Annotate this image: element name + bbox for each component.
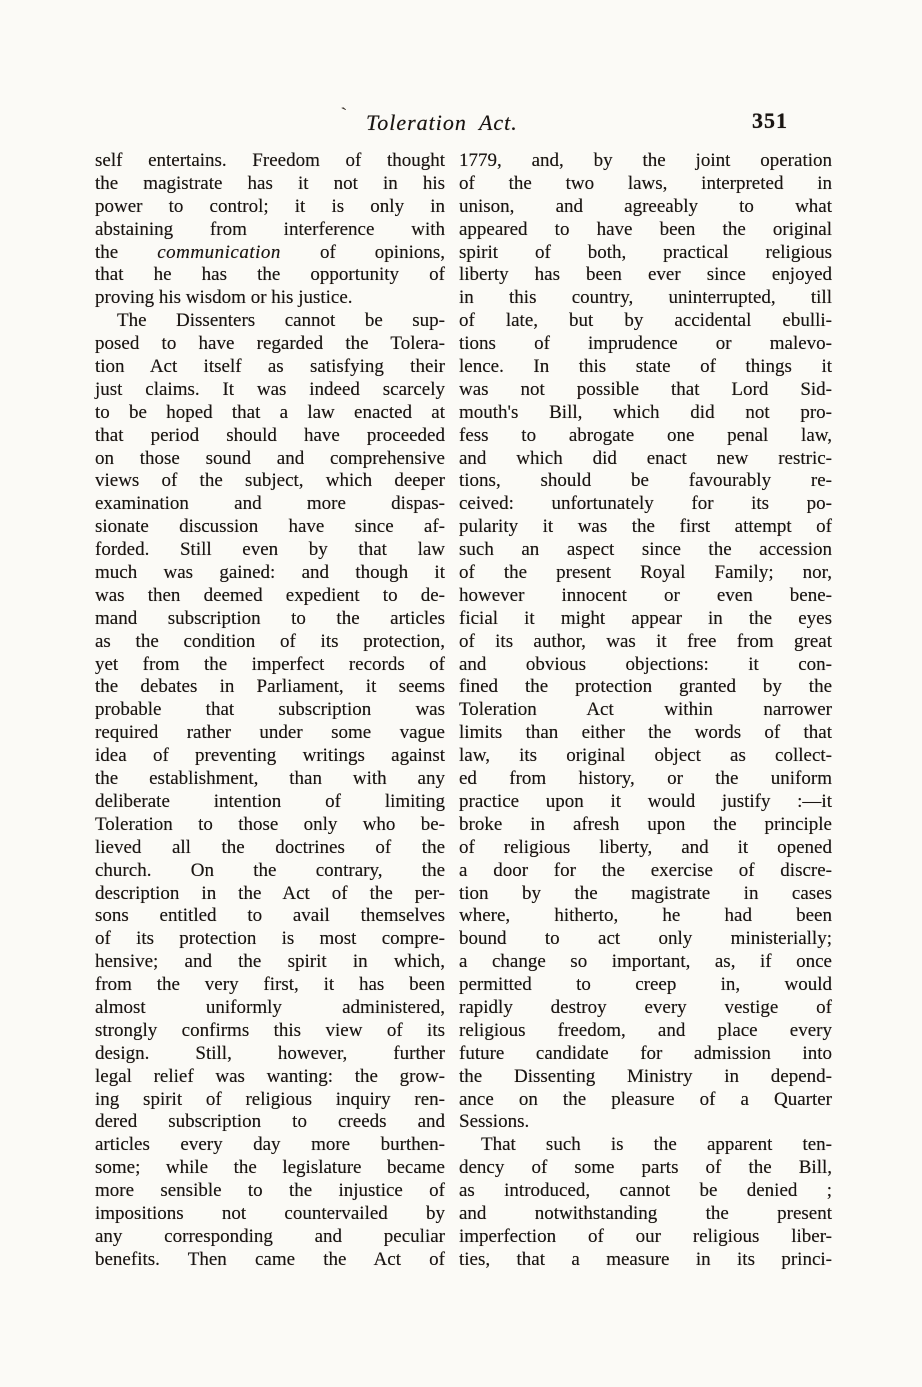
text-line: from the very first, it has been bbox=[95, 974, 445, 996]
text-line: lieved all the doctrines of the bbox=[95, 836, 445, 858]
text-line: Toleration to those only who be- bbox=[95, 813, 445, 835]
text-body bbox=[95, 150, 832, 1272]
text-line: and which did enact new restric- bbox=[459, 447, 832, 469]
text-line: ed from history, or the uniform bbox=[459, 768, 832, 790]
text-column-right bbox=[459, 150, 832, 1272]
text-line: as the condition of its protection, bbox=[95, 630, 445, 652]
text-line: views of the subject, which deeper bbox=[95, 470, 445, 492]
text-line: almost uniformly administered, bbox=[95, 996, 445, 1018]
text-line: forded. Still even by that law bbox=[95, 539, 445, 561]
text-line: required rather under some vague bbox=[95, 722, 445, 744]
text-line: description in the Act of the per- bbox=[95, 882, 445, 904]
text-line: 1779, and, by the joint operation bbox=[459, 150, 832, 171]
text-line: fined the protection granted by the bbox=[459, 676, 832, 698]
text-line: tions, should be favourably re- bbox=[459, 470, 832, 492]
text-line: of its author, was it free from great bbox=[459, 630, 832, 652]
text-line: Sessions. bbox=[459, 1111, 530, 1133]
text-line: dered subscription to creeds and bbox=[95, 1111, 445, 1133]
text-line: ing spirit of religious inquiry ren- bbox=[95, 1088, 445, 1110]
text-line: design. Still, however, further bbox=[95, 1042, 445, 1064]
text-line: rapidly destroy every vestige of bbox=[459, 996, 832, 1018]
text-line: benefits. Then came the Act of bbox=[95, 1248, 445, 1270]
text-line: the Dissenting Ministry in depend- bbox=[459, 1065, 832, 1087]
text-line: the communication of opinions, bbox=[95, 241, 445, 263]
text-line: such an aspect since the accession bbox=[459, 539, 832, 561]
text-line: just claims. It was indeed scarcely bbox=[95, 378, 445, 400]
text-line: unison, and agreeably to what bbox=[459, 195, 832, 217]
text-line: to be hoped that a law enacted at bbox=[95, 401, 445, 423]
text-line: sionate discussion have since af- bbox=[95, 516, 445, 538]
text-line: tion Act itself as satisfying their bbox=[95, 356, 445, 378]
text-line: deliberate intention of limiting bbox=[95, 790, 445, 812]
text-line: liberty has been ever since enjoyed bbox=[459, 264, 832, 286]
text-line: much was gained: and though it bbox=[95, 562, 445, 584]
text-line: probable that subscription was bbox=[95, 699, 445, 721]
text-line: mand subscription to the articles bbox=[95, 607, 445, 629]
text-line: was not possible that Lord Sid- bbox=[459, 378, 832, 400]
text-line: more sensible to the injustice of bbox=[95, 1180, 445, 1202]
text-line: imperfection of our religious liber- bbox=[459, 1225, 832, 1247]
text-line: church. On the contrary, the bbox=[95, 859, 445, 881]
text-line: tion by the magistrate in cases bbox=[459, 882, 832, 904]
text-line: where, hitherto, he had been bbox=[459, 905, 832, 927]
text-line: broke in afresh upon the principle bbox=[459, 813, 832, 835]
text-line: religious freedom, and place every bbox=[459, 1019, 832, 1041]
text-line: was then deemed expedient to de- bbox=[95, 584, 445, 606]
text-line: of religious liberty, and it opened bbox=[459, 836, 832, 858]
text-line: pularity it was the first attempt of bbox=[459, 516, 832, 538]
text-line: power to control; it is only in bbox=[95, 195, 445, 217]
text-line: The Dissenters cannot be sup- bbox=[117, 310, 445, 332]
page-title: Toleration Act. bbox=[366, 110, 518, 135]
text-line: permitted to creep in, would bbox=[459, 974, 832, 996]
text-line: of the two laws, interpreted in bbox=[459, 172, 832, 194]
text-line: posed to have regarded the Tolera- bbox=[95, 333, 445, 355]
text-line: articles every day more burthen- bbox=[95, 1134, 445, 1156]
text-line: some; while the legislature became bbox=[95, 1157, 445, 1179]
text-line: practice upon it would justify :—it bbox=[459, 790, 832, 812]
text-line: abstaining from interference with bbox=[95, 218, 445, 240]
text-line: and obvious objections: it con- bbox=[459, 653, 832, 675]
text-line: examination and more dispas- bbox=[95, 493, 445, 515]
text-line: a change so important, as, if once bbox=[459, 951, 832, 973]
text-line: ficial it might appear in the eyes bbox=[459, 607, 832, 629]
text-line: spirit of both, practical religious bbox=[459, 241, 832, 263]
text-line: hensive; and the spirit in which, bbox=[95, 951, 445, 973]
text-line: that period should have proceeded bbox=[95, 424, 445, 446]
text-line: and notwithstanding the present bbox=[459, 1202, 832, 1224]
text-line: limits than either the words of that bbox=[459, 722, 832, 744]
text-line: of its protection is most compre- bbox=[95, 928, 445, 950]
text-line: the magistrate has it not in his bbox=[95, 172, 445, 194]
text-line: a door for the exercise of discre- bbox=[459, 859, 832, 881]
text-line: sons entitled to avail themselves bbox=[95, 905, 445, 927]
text-line: legal relief was wanting: the grow- bbox=[95, 1065, 445, 1087]
text-line: ance on the pleasure of a Quarter bbox=[459, 1088, 832, 1110]
text-line: mouth's Bill, which did not pro- bbox=[459, 401, 832, 423]
text-line: self entertains. Freedom of thought bbox=[95, 150, 445, 171]
text-line: future candidate for admission into bbox=[459, 1042, 832, 1064]
text-line: proving his wisdom or his justice. bbox=[95, 287, 353, 309]
text-line: however innocent or even bene- bbox=[459, 584, 832, 606]
text-line: law, its original object as collect- bbox=[459, 745, 832, 767]
italic-word: communication bbox=[157, 241, 281, 263]
text-line: lence. In this state of things it bbox=[459, 356, 832, 378]
text-line: that he has the opportunity of bbox=[95, 264, 445, 286]
text-line: That such is the apparent ten- bbox=[481, 1134, 832, 1156]
page-number: 351 bbox=[752, 108, 788, 133]
text-line: the debates in Parliament, it seems bbox=[95, 676, 445, 698]
text-line: tions of imprudence or malevo- bbox=[459, 333, 832, 355]
text-line: yet from the imperfect records of bbox=[95, 653, 445, 675]
text-line: ceived: unfortunately for its po- bbox=[459, 493, 832, 515]
text-line: strongly confirms this view of its bbox=[95, 1019, 445, 1041]
text-line: bound to act only ministerially; bbox=[459, 928, 832, 950]
text-line: idea of preventing writings against bbox=[95, 745, 445, 767]
text-line: the establishment, than with any bbox=[95, 768, 445, 790]
text-line: impositions not countervailed by bbox=[95, 1202, 445, 1224]
text-line: dency of some parts of the Bill, bbox=[459, 1157, 832, 1179]
text-line: Toleration Act within narrower bbox=[459, 699, 832, 721]
text-line: ties, that a measure in its princi- bbox=[459, 1248, 832, 1270]
text-line: any corresponding and peculiar bbox=[95, 1225, 445, 1247]
text-line: appeared to have been the original bbox=[459, 218, 832, 240]
text-column-left bbox=[95, 150, 445, 1272]
scan-artifact-mark: ` bbox=[339, 103, 351, 127]
text-line: of the present Royal Family; nor, bbox=[459, 562, 832, 584]
text-line: fess to abrogate one penal law, bbox=[459, 424, 832, 446]
text-line: of late, but by accidental ebulli- bbox=[459, 310, 832, 332]
text-line: in this country, uninterrupted, till bbox=[459, 287, 832, 309]
text-line: on those sound and comprehensive bbox=[95, 447, 445, 469]
text-line: as introduced, cannot be denied ; bbox=[459, 1180, 832, 1202]
